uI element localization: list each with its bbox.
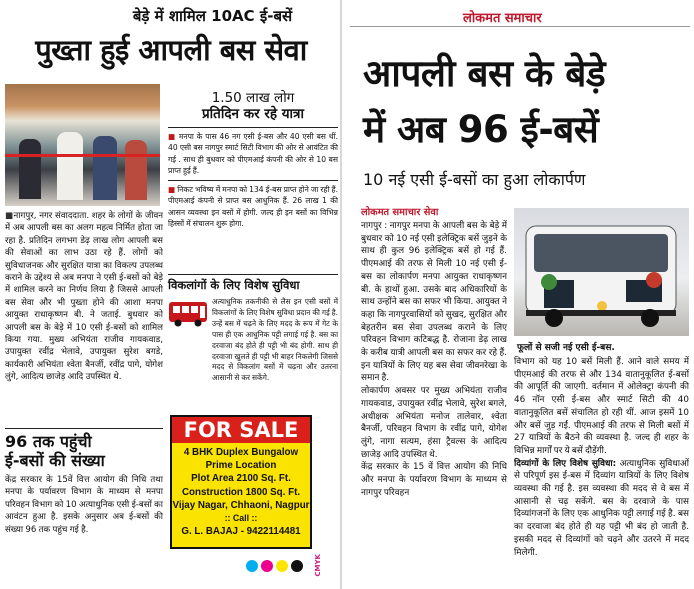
person-figure bbox=[93, 136, 117, 200]
yellow-dot-icon bbox=[276, 560, 288, 572]
special-text-part bbox=[212, 297, 338, 384]
stat-bullet-1: मनपा के पास 46 नग एसी ई-बस और 40 एसी बस थीं. 40 एसी बस नागपुर स्मार्ट सिटी विभाग की ओर से आवंटित की गई . साथ ही बुधवार को पीएमआई कंपनी की ओर से 10 बस प्राप्त हुई हैं. bbox=[168, 132, 338, 175]
cyan-dot-icon bbox=[246, 560, 258, 572]
stat-title-line1: 1.50 लाख लोग bbox=[211, 90, 295, 106]
person-figure bbox=[57, 132, 83, 200]
column-divider bbox=[340, 0, 342, 589]
right-col1: नागपुर : नागपुर मनपा के आपली बस के बेड़े में बुधवार को 10 नई एसी इलेक्ट्रिक बसें जुड़ने के साथ ही कुल 96 इलेक्ट्रिक बसें हो गई हैं. पीएमआई की तरफ से मिली 10 नई एसी ई-बस का लोकार्पण मनपा आयुक्त राधाकृष्णन बी. के हाथों हुआ. उसके बाद अधिकारियों के साथ उन्होंने बस का सफर भी किया. आयुक्त ने कहा कि नागपुरवासियों को सुखद, सुरक्षित और बेहतरीन बस सेवा उपलब्ध कराने के लिए परिवहन विभाग कटिबद्ध है. रोजाना डेढ़ लाख के करीब यात्री आपली बस का सफर कर रहे हैं. इन यात्रियों के लिए यह बस सेवा जीवनरेखा के समान है. लोकार्पण अवसर पर मुख्य अभियंता राजीव गायकवाड, उपायुक्त रवींद्र भेलावे, सुरेश बगले, अधीक्षक अभियंता मनोज तालेवार, श्वेता बैनर्जी, परिवहन विभाग के रवींद्र पागे, योगेश लुंगे, नागा सत्यम, हंसा ट्रैवल्स के आदित्य छाजेड़ आदि उपस्थित थे. केंद्र सरकार के 15 वें वित्त आयोग की निधि और मनपा के पर्यावरण विभाग के माध्यम से नागपुर परिवहन bbox=[361, 221, 507, 498]
right-col2-rest: अत्याधुनिक सुविधाओं से परिपूर्ण इस ई-बस में दिव्यांग यात्रियों के लिए विशेष व्यवस्था की गई है. इस व्यवस्था की मदद से वे बस में आसानी से चढ़ सकेंगे. बस के दरवाजे के पास दिव्यांगजनों के लिए एक आधुनिक पट्टी लगाई गई है. बस का दरवाजा बंद होते ही यह पट्टी भी बंद हो जाती है. इसकी मदद से दिव्यांगों को चढ़ने और उतरने में मदद मिलेगी. bbox=[514, 458, 689, 558]
cmyk-marks bbox=[246, 557, 306, 576]
byline: लोकमत समाचार सेवा bbox=[361, 207, 439, 218]
ad-line: Vijay Nagar, Chhaoni, Nagpur bbox=[172, 499, 310, 511]
divider bbox=[168, 127, 338, 128]
divider bbox=[168, 274, 338, 275]
right-col2-lead: दिव्यांगों के लिए विशेष सुविधा: bbox=[514, 458, 617, 469]
for-sale-ad bbox=[170, 415, 312, 549]
divider bbox=[350, 26, 690, 27]
ribbon bbox=[5, 154, 160, 157]
left-clipping bbox=[0, 0, 338, 589]
right-clipping bbox=[345, 0, 694, 589]
inauguration-photo bbox=[5, 84, 160, 206]
cmyk-label: CMYK bbox=[314, 554, 322, 577]
sub-headline-line1: 96 तक पहुंची bbox=[5, 432, 92, 451]
left-kicker: बेड़े में शामिल 10AC ई-बसें bbox=[132, 7, 293, 25]
right-headline-line1: आपली बस के बेड़े bbox=[363, 52, 606, 95]
ad-contact: G. L. BAJAJ - 9422114481 bbox=[181, 526, 301, 538]
masthead: लोकमत समाचार bbox=[463, 11, 542, 26]
divider bbox=[168, 180, 338, 181]
special-title: विकलांगों के लिए विशेष सुविधा bbox=[168, 278, 300, 292]
photo-caption: फूलों से सजी नई एसी ई-बस. bbox=[517, 343, 615, 353]
sub-section bbox=[5, 428, 163, 536]
ad-line: Plot Area 2100 Sq. Ft. bbox=[191, 473, 291, 485]
right-col2-intro: विभाग को यह 10 बसें मिली हैं. आने वाले समय में पीएमआई की तरफ से और 134 वातानुकूलित ई-बसों की आपूर्ति की जाएगी. वर्तमान में ओलेक्ट्रा कंपनी की 46 नॉन एसी ई-बस और स्मार्ट सिटी की 40 वातानुकूलित बसें संचालित हो रही थीं. आज इसमें 10 और बसें जुड़ गईं. पीएमआई की तरफ से मिली बसों में 27 यात्रियों के बैठने की व्यवस्था है. जल्द ही शहर के विभिन्न मार्गों पर ये बसें दौड़ेंगी. bbox=[514, 357, 689, 456]
special-facility-box bbox=[168, 274, 338, 384]
right-headline-line2: में अब 96 ई-बसें bbox=[363, 108, 599, 151]
left-body-content: नागपुर, नगर संवाददाता. शहर के लोगों के जीवन में अब आपली बस का अलग महत्व निर्मित होता जा रहा है. प्रतिदिन लगभग डेढ़ लाख लोग आपली बस की सेवाओं का लाभ उठा रहे हैं. लोगों को सुविधाजनक और सुरक्षित यात्रा का विकल्प उपलब्ध कराने के उद्देश्य से अब मनपा ने एसी ई-बसों को बेड़े में शामिल करने का निर्णय लिया है जिससे आपली बस सेवा और भी पुख्ता होने की आशा मनपा आयुक्त राधाकृष्णन बी. ने जताई. बुधवार को आपली बस के बेड़े में 10 एसी ई-बसों को शामिल किया गया. मुख्य अभियंता राजीव गायकवाड, उपायुक्त रवींद्र भेलावे, उपायुक्त सुरेश बगडे, कार्यकारी अभियंता श्वेता बैनर्जी, रवींद्र पागे, योगेश लुंगे, आदित्य छाजेड़ आदि उपस्थित थे. bbox=[5, 211, 163, 383]
right-subhead: 10 नई एसी ई-बसों का हुआ लोकार्पण bbox=[363, 170, 586, 189]
person-figure bbox=[19, 139, 41, 199]
bus-icon bbox=[168, 300, 208, 328]
ad-title: FOR SALE bbox=[172, 417, 310, 443]
divider bbox=[5, 428, 163, 429]
sub-headline-line2: ई-बसों की संख्या bbox=[5, 451, 105, 470]
ad-line: 4 BHK Duplex Bungalow bbox=[183, 447, 299, 458]
sub-body: केंद्र सरकार के 15वें वित्त आयोग की निधि तथा मनपा के पर्यावरण विभाग के माध्यम से मनपा परिवहन विभाग को 10 अत्याधुनिक एसी ई-बसों का आवंटन हुआ है. इसके अनुसार अब ई-बसों की संख्या 96 तक पहुंच गई है. bbox=[5, 475, 163, 535]
ad-line: Construction 1800 Sq. Ft. bbox=[181, 486, 301, 498]
stat-box bbox=[168, 90, 338, 229]
bullet-icon: ■ bbox=[168, 132, 176, 141]
ad-details bbox=[172, 443, 310, 538]
left-headline: पुख्ता हुई आपली बस सेवा bbox=[35, 33, 307, 67]
right-col2 bbox=[514, 356, 689, 582]
ad-call-label: :: Call :: bbox=[224, 513, 258, 524]
right-headline bbox=[363, 46, 693, 158]
special-text: अत्याधुनिक तकनीकी से लैस इन एसी बसों में विकलांगों के लिए विशेष सुविधा प्रदान की गई है. उन्हें बस में चढ़ने के लिए मदद के रूप में गेट के पास ही एक आधुनिक पट्टी लगाई गई है. बस का दरवाजा बंद होते ही पट्टी भी बंद होगी. साथ ही दरवाजा खुलते ही पट्टी भी बाहर निकलेगी जिससे मदद से विकलांग बसों में चढ़ना और उतरना आसानी से कर सकेंगे. bbox=[212, 297, 338, 383]
left-body-text bbox=[5, 210, 163, 426]
square-bullet-icon: ■ bbox=[5, 211, 14, 221]
black-dot-icon bbox=[291, 560, 303, 572]
bullet-icon: ■ bbox=[168, 185, 176, 195]
ad-line: Prime Location bbox=[205, 460, 277, 472]
bus-photo bbox=[514, 208, 689, 336]
person-figure bbox=[125, 140, 147, 200]
stat-title-line2: प्रतिदिन कर रहे यात्रा bbox=[202, 106, 304, 122]
stat-bullet-2: निकट भविष्य में मनपा को 134 ई-बस प्राप्त होने जा रही हैं. पीएमआई कंपनी से प्राप्त बस आधुनिक हैं. 26 लाख 1 की आसन व्यवस्था इन बसों में होगी. जल्द ही इन बसों का विभिन्न हिस्सों में संचालन शुरू होगा. bbox=[168, 185, 339, 229]
magenta-dot-icon bbox=[261, 560, 273, 572]
